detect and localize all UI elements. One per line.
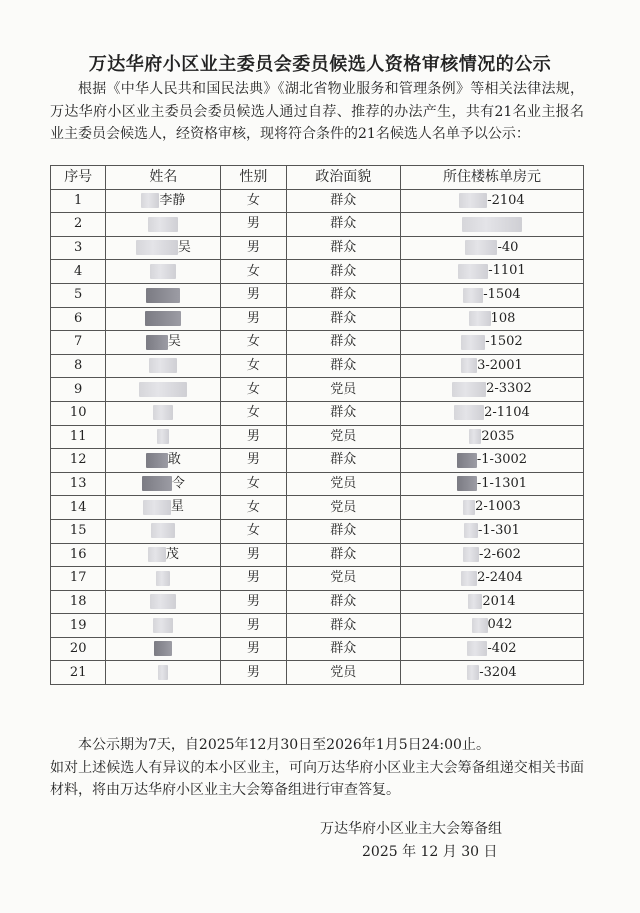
room-text: -1502 bbox=[485, 334, 523, 350]
row-no: 9 bbox=[51, 378, 106, 402]
table-row bbox=[51, 567, 584, 591]
row-sex: 男 bbox=[221, 661, 286, 685]
header-no: 序号 bbox=[51, 166, 106, 190]
room-text: 2014 bbox=[482, 593, 516, 609]
row-political: 党员 bbox=[286, 378, 400, 402]
row-sex: 女 bbox=[221, 331, 286, 355]
row-name bbox=[106, 331, 221, 355]
redaction-blur bbox=[452, 382, 486, 397]
row-no: 13 bbox=[51, 472, 106, 496]
row-political: 群众 bbox=[286, 637, 400, 661]
redaction-blur bbox=[462, 217, 522, 232]
row-political: 群众 bbox=[286, 354, 400, 378]
table-row bbox=[51, 378, 584, 402]
row-no: 15 bbox=[51, 519, 106, 543]
redaction-blur bbox=[145, 311, 181, 326]
row-sex: 男 bbox=[221, 449, 286, 473]
row-no: 18 bbox=[51, 590, 106, 614]
redaction-blur bbox=[153, 405, 173, 420]
table-header-row bbox=[51, 166, 584, 190]
row-name bbox=[106, 614, 221, 638]
notice-period: 本公示期为7天，自2025年12月30日至2026年1月5日24:00止。 bbox=[78, 737, 490, 753]
redaction-blur bbox=[151, 523, 175, 538]
row-sex: 女 bbox=[221, 354, 286, 378]
table-row bbox=[51, 331, 584, 355]
signature-org: 万达华府小区业主大会筹备组 bbox=[320, 821, 502, 837]
row-no: 2 bbox=[51, 213, 106, 237]
redaction-blur bbox=[143, 500, 171, 515]
row-room bbox=[400, 189, 583, 213]
row-no: 16 bbox=[51, 543, 106, 567]
row-room bbox=[400, 661, 583, 685]
row-no: 6 bbox=[51, 307, 106, 331]
room-text: 2-3302 bbox=[486, 381, 532, 397]
row-room bbox=[400, 614, 583, 638]
row-name bbox=[106, 543, 221, 567]
row-name bbox=[106, 354, 221, 378]
candidate-table bbox=[50, 165, 584, 685]
table-row bbox=[51, 260, 584, 284]
room-text: -3204 bbox=[479, 664, 517, 680]
name-text: 李静 bbox=[159, 192, 186, 208]
table-row bbox=[51, 519, 584, 543]
row-room bbox=[400, 590, 583, 614]
table-row bbox=[51, 472, 584, 496]
redaction-blur bbox=[156, 571, 170, 586]
room-text: -40 bbox=[497, 239, 519, 255]
row-room bbox=[400, 637, 583, 661]
row-sex: 女 bbox=[221, 472, 286, 496]
row-political: 党员 bbox=[286, 496, 400, 520]
table-row bbox=[51, 661, 584, 685]
table-row bbox=[51, 449, 584, 473]
redaction-blur bbox=[472, 618, 488, 633]
redaction-blur bbox=[465, 240, 497, 255]
name-text: 吴 bbox=[167, 334, 181, 350]
intro-paragraph: 根据《中华人民共和国民法典》《湖北省物业服务和管理条例》等相关法律法规，万达华府小区业主委员会委员候选人通过自荐、推荐的办法产生，共有21名业主报名业主委员会候选人，经资格审核，现将符合条件的21名候选人名单予以公示： bbox=[50, 81, 584, 143]
row-room bbox=[400, 354, 583, 378]
row-name bbox=[106, 472, 221, 496]
table-row bbox=[51, 307, 584, 331]
redaction-blur bbox=[461, 571, 477, 586]
redaction-blur bbox=[467, 665, 479, 680]
redaction-blur bbox=[469, 311, 491, 326]
row-room bbox=[400, 307, 583, 331]
row-sex: 男 bbox=[221, 425, 286, 449]
row-name bbox=[106, 661, 221, 685]
row-no: 5 bbox=[51, 283, 106, 307]
row-no: 12 bbox=[51, 449, 106, 473]
table-row bbox=[51, 637, 584, 661]
row-sex: 男 bbox=[221, 637, 286, 661]
redaction-blur bbox=[459, 193, 487, 208]
redaction-blur bbox=[458, 264, 488, 279]
row-sex: 男 bbox=[221, 213, 286, 237]
row-no: 14 bbox=[51, 496, 106, 520]
row-sex: 女 bbox=[221, 496, 286, 520]
row-name bbox=[106, 519, 221, 543]
table-row bbox=[51, 496, 584, 520]
name-text: 令 bbox=[171, 475, 185, 491]
redaction-blur bbox=[150, 264, 176, 279]
table-row bbox=[51, 236, 584, 260]
redaction-blur bbox=[153, 618, 173, 633]
room-text: -1101 bbox=[488, 263, 526, 279]
redaction-blur bbox=[146, 288, 180, 303]
table-row bbox=[51, 543, 584, 567]
row-political: 党员 bbox=[286, 425, 400, 449]
row-room bbox=[400, 378, 583, 402]
name-text: 星 bbox=[170, 499, 184, 515]
row-no: 10 bbox=[51, 401, 106, 425]
row-political: 党员 bbox=[286, 567, 400, 591]
redaction-blur bbox=[146, 453, 168, 468]
row-room bbox=[400, 567, 583, 591]
header-political: 政治面貌 bbox=[286, 166, 400, 190]
notice-objection: 如对上述候选人有异议的本小区业主，可向万达华府小区业主大会筹备组递交相关书面材料，将由万达华府小区业主大会筹备组进行审查答复。 bbox=[50, 759, 584, 799]
row-no: 8 bbox=[51, 354, 106, 378]
name-text: 茂 bbox=[165, 546, 179, 562]
room-text: -2-602 bbox=[479, 546, 521, 562]
table-row bbox=[51, 189, 584, 213]
row-name bbox=[106, 496, 221, 520]
row-no: 7 bbox=[51, 331, 106, 355]
row-no: 21 bbox=[51, 661, 106, 685]
row-sex: 女 bbox=[221, 378, 286, 402]
row-room bbox=[400, 213, 583, 237]
name-text: 敢 bbox=[167, 452, 181, 468]
table-row bbox=[51, 283, 584, 307]
header-room: 所住楼栋单房元 bbox=[400, 166, 583, 190]
table-row bbox=[51, 425, 584, 449]
row-room bbox=[400, 401, 583, 425]
row-name bbox=[106, 637, 221, 661]
redaction-blur bbox=[463, 288, 483, 303]
redaction-blur bbox=[457, 476, 477, 491]
room-text: 108 bbox=[490, 310, 516, 326]
redaction-blur bbox=[149, 358, 177, 373]
table-row bbox=[51, 354, 584, 378]
row-sex: 男 bbox=[221, 307, 286, 331]
redaction-blur bbox=[461, 358, 477, 373]
row-room bbox=[400, 425, 583, 449]
redaction-blur bbox=[454, 405, 484, 420]
row-political: 群众 bbox=[286, 213, 400, 237]
header-name: 姓名 bbox=[106, 166, 221, 190]
row-political: 党员 bbox=[286, 661, 400, 685]
redaction-blur bbox=[146, 335, 168, 350]
room-text: -2104 bbox=[487, 192, 525, 208]
row-political: 群众 bbox=[286, 236, 400, 260]
table-row bbox=[51, 590, 584, 614]
row-no: 17 bbox=[51, 567, 106, 591]
row-name bbox=[106, 189, 221, 213]
row-name bbox=[106, 590, 221, 614]
row-no: 3 bbox=[51, 236, 106, 260]
row-room bbox=[400, 260, 583, 284]
row-sex: 男 bbox=[221, 614, 286, 638]
redaction-blur bbox=[154, 641, 172, 656]
row-room bbox=[400, 472, 583, 496]
notice-block bbox=[50, 734, 584, 802]
room-text: -1504 bbox=[483, 287, 521, 303]
row-sex: 女 bbox=[221, 519, 286, 543]
row-political: 群众 bbox=[286, 449, 400, 473]
row-name bbox=[106, 260, 221, 284]
room-text: -1-3002 bbox=[476, 452, 528, 468]
row-name bbox=[106, 378, 221, 402]
redaction-blur bbox=[469, 429, 481, 444]
signature-date: 2025 年 12 月 30 日 bbox=[362, 844, 498, 860]
row-political: 群众 bbox=[286, 590, 400, 614]
redaction-blur bbox=[157, 429, 169, 444]
redaction-blur bbox=[467, 641, 487, 656]
redaction-blur bbox=[463, 547, 479, 562]
table-row bbox=[51, 213, 584, 237]
room-text: 042 bbox=[487, 617, 513, 633]
row-name bbox=[106, 567, 221, 591]
room-text: 2-2404 bbox=[477, 570, 523, 586]
row-political: 群众 bbox=[286, 283, 400, 307]
redaction-blur bbox=[457, 453, 477, 468]
row-sex: 女 bbox=[221, 401, 286, 425]
row-room bbox=[400, 449, 583, 473]
row-name bbox=[106, 307, 221, 331]
row-political: 群众 bbox=[286, 519, 400, 543]
row-sex: 女 bbox=[221, 260, 286, 284]
row-political: 群众 bbox=[286, 189, 400, 213]
redaction-blur bbox=[139, 382, 187, 397]
row-political: 群众 bbox=[286, 401, 400, 425]
redaction-blur bbox=[468, 594, 482, 609]
room-text: 2-1104 bbox=[484, 404, 530, 420]
row-room bbox=[400, 496, 583, 520]
row-name bbox=[106, 425, 221, 449]
room-text: -1-301 bbox=[478, 522, 520, 538]
name-text: 吴 bbox=[177, 239, 191, 255]
row-political: 群众 bbox=[286, 543, 400, 567]
redaction-blur bbox=[148, 547, 166, 562]
redaction-blur bbox=[461, 335, 485, 350]
row-no: 4 bbox=[51, 260, 106, 284]
redaction-blur bbox=[148, 217, 178, 232]
room-text: -402 bbox=[487, 640, 517, 656]
redaction-blur bbox=[136, 240, 178, 255]
row-name bbox=[106, 449, 221, 473]
header-sex: 性别 bbox=[221, 166, 286, 190]
row-sex: 男 bbox=[221, 236, 286, 260]
row-room bbox=[400, 236, 583, 260]
row-no: 11 bbox=[51, 425, 106, 449]
room-text: 3-2001 bbox=[477, 357, 523, 373]
row-political: 群众 bbox=[286, 307, 400, 331]
redaction-blur bbox=[463, 500, 475, 515]
redaction-blur bbox=[464, 523, 478, 538]
table-row bbox=[51, 614, 584, 638]
table-row bbox=[51, 401, 584, 425]
redaction-blur bbox=[141, 193, 159, 208]
row-sex: 男 bbox=[221, 283, 286, 307]
room-text: -1-1301 bbox=[476, 475, 528, 491]
row-political: 群众 bbox=[286, 331, 400, 355]
row-political: 群众 bbox=[286, 260, 400, 284]
row-room bbox=[400, 283, 583, 307]
row-political: 群众 bbox=[286, 614, 400, 638]
redaction-blur bbox=[142, 476, 172, 491]
row-room bbox=[400, 331, 583, 355]
row-sex: 男 bbox=[221, 567, 286, 591]
row-name bbox=[106, 401, 221, 425]
row-name bbox=[106, 213, 221, 237]
row-no: 20 bbox=[51, 637, 106, 661]
row-sex: 男 bbox=[221, 543, 286, 567]
row-room bbox=[400, 543, 583, 567]
row-name bbox=[106, 236, 221, 260]
row-sex: 男 bbox=[221, 590, 286, 614]
signature-block bbox=[320, 818, 580, 864]
row-room bbox=[400, 519, 583, 543]
page-title: 万达华府小区业主委员会委员候选人资格审核情况的公示 bbox=[88, 54, 552, 75]
room-text: 2-1003 bbox=[475, 499, 521, 515]
row-no: 19 bbox=[51, 614, 106, 638]
redaction-blur bbox=[158, 665, 168, 680]
table-body bbox=[51, 189, 584, 684]
row-political: 党员 bbox=[286, 472, 400, 496]
room-text: 2035 bbox=[481, 428, 515, 444]
row-name bbox=[106, 283, 221, 307]
redaction-blur bbox=[150, 594, 176, 609]
row-sex: 女 bbox=[221, 189, 286, 213]
row-no: 1 bbox=[51, 189, 106, 213]
